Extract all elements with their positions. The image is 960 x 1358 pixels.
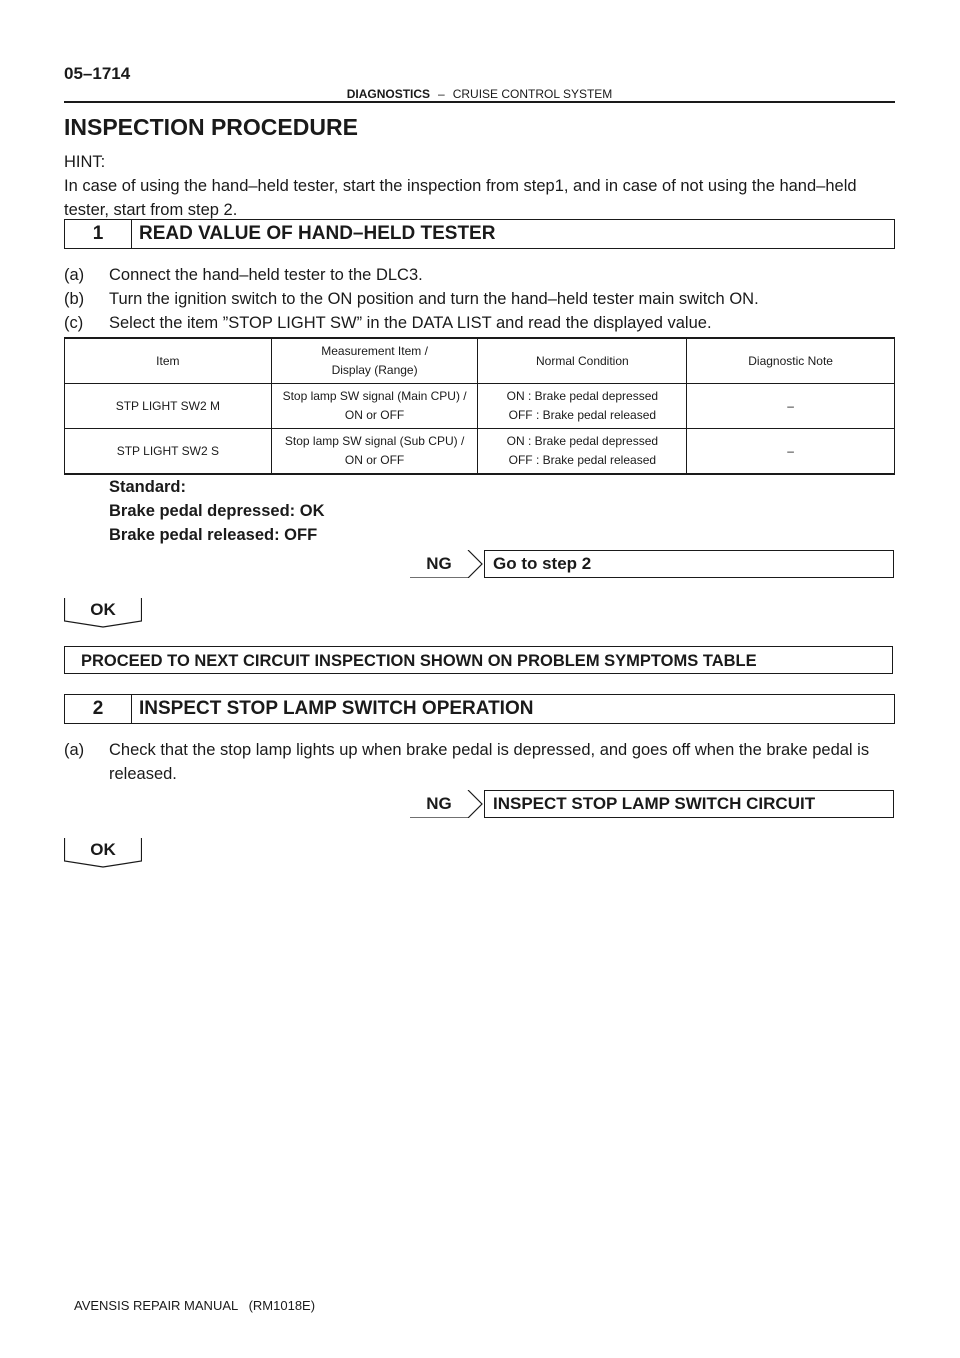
hint-text: In case of using the hand–held tester, start the inspection from step1, and in case of not using the hand–held tester, start from step 2. (64, 177, 857, 219)
ng-label: NG (426, 794, 452, 813)
item-mark: (a) (64, 266, 85, 284)
step-2-label: INSPECT STOP LAMP SWITCH OPERATION (139, 698, 534, 719)
cell-normal-condition: ON : Brake pedal depressed OFF : Brake pedal released (478, 384, 687, 429)
ok-label: OK (90, 600, 116, 619)
header-subsection: CRUISE CONTROL SYSTEM (452, 87, 613, 101)
header-separator: – (438, 87, 445, 101)
header-measurement: Measurement Item / Display (Range) (271, 338, 478, 384)
step-2-bar (64, 694, 895, 724)
step-1-item-c (64, 311, 895, 335)
cell-measurement: Stop lamp SW signal (Main CPU) / ON or OFF (271, 384, 478, 429)
item-text: Connect the hand–held tester to the DLC3. (109, 266, 423, 284)
header-item: Item (65, 338, 272, 384)
page-number: 05–1714 (64, 64, 131, 83)
standard-label: Standard: (109, 478, 187, 496)
item-text: Select the item ”STOP LIGHT SW” in the DATA LIST and read the displayed value. (109, 314, 712, 332)
ok-branch-step-1 (64, 598, 142, 628)
item-mark: (b) (64, 290, 85, 308)
cell-measurement: Stop lamp SW signal (Sub CPU) / ON or OFF (271, 429, 478, 475)
proceed-box: PROCEED TO NEXT CIRCUIT INSPECTION SHOWN ON PROBLEM SYMPTOMS TABLE (64, 646, 893, 674)
item-mark: (c) (64, 314, 84, 332)
item-text: Check that the stop lamp lights up when brake pedal is depressed, and goes off when the brake pedal is released. (109, 741, 870, 783)
table-row (65, 429, 895, 475)
ng-destination: INSPECT STOP LAMP SWITCH CIRCUIT (484, 790, 894, 818)
cell-normal-condition: ON : Brake pedal depressed OFF : Brake pedal released (478, 429, 687, 475)
running-header (64, 87, 895, 101)
item-text: Turn the ignition switch to the ON position and turn the hand–held tester main switch ON. (109, 290, 759, 308)
header-normal-condition: Normal Condition (478, 338, 687, 384)
step-1-item-b (64, 287, 895, 311)
header-diagnostic-note: Diagnostic Note (687, 338, 895, 384)
footer-manual-title: AVENSIS REPAIR MANUAL (RM1018E) (74, 1298, 316, 1313)
cell-diagnostic-note: – (687, 384, 895, 429)
ng-branch-step-2 (410, 790, 896, 818)
step-1-label: READ VALUE OF HAND–HELD TESTER (139, 223, 496, 244)
ok-label: OK (90, 840, 116, 859)
page-title: INSPECTION PROCEDURE (64, 114, 358, 140)
standard-line-1: Brake pedal depressed: OK (109, 502, 325, 520)
ng-label: NG (426, 554, 452, 573)
table-header-row (65, 338, 895, 384)
item-mark: (a) (64, 741, 85, 759)
step-1-number: 1 (65, 220, 132, 248)
data-list-table (64, 337, 895, 475)
ng-branch-step-1 (410, 550, 896, 578)
step-2-item-a (64, 738, 895, 786)
step-1-bar (64, 219, 895, 249)
cell-item: STP LIGHT SW2 S (65, 429, 272, 475)
ng-destination: Go to step 2 (484, 550, 894, 578)
ok-branch-step-2 (64, 838, 142, 868)
standard-line-2: Brake pedal released: OFF (109, 526, 318, 544)
cell-diagnostic-note: – (687, 429, 895, 475)
cell-item: STP LIGHT SW2 M (65, 384, 272, 429)
table-row (65, 384, 895, 429)
header-section: DIAGNOSTICS (346, 87, 431, 101)
step-1-item-a (64, 263, 895, 287)
hint-label: HINT: (64, 153, 106, 171)
standard-block (109, 475, 325, 547)
hint-block (64, 150, 895, 222)
step-2-number: 2 (65, 695, 132, 723)
header-rule (64, 101, 895, 103)
